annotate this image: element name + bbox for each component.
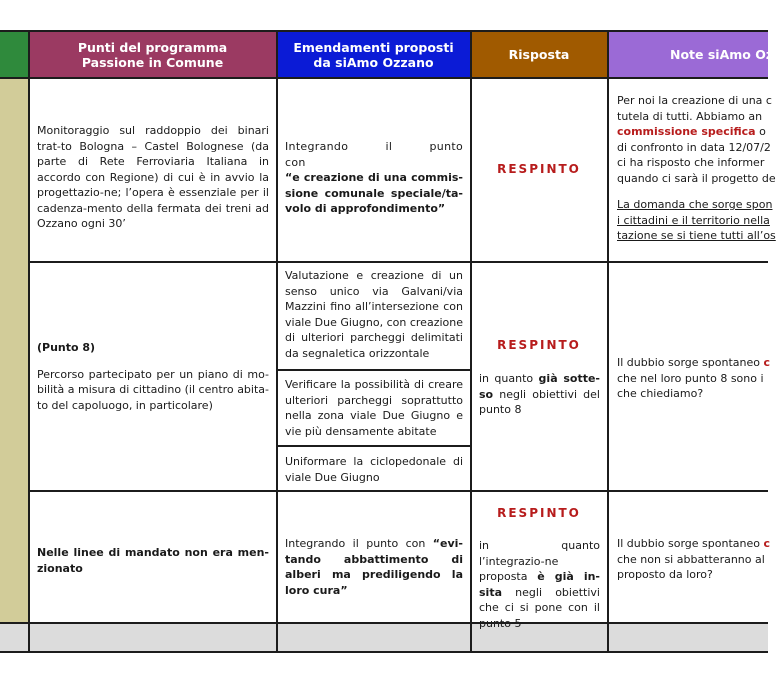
row1-note-u3: tazione se si tiene tutti all’os bbox=[617, 229, 776, 242]
row2-note-l1b: c bbox=[763, 356, 771, 369]
row3-emend-bold: “evi-tando abbattimento di alberi ma prediligendo la loro cura” bbox=[285, 537, 463, 597]
row1-note-u1: La domanda che sorge spon bbox=[617, 198, 773, 211]
row3-note-l2: che non si abbatteranno al bbox=[617, 552, 765, 566]
row1-emend-intro: Integrando il punto con bbox=[285, 140, 463, 169]
row3-emend-intro: Integrando il punto con bbox=[285, 537, 433, 550]
grid-vline-1 bbox=[28, 31, 30, 653]
grid-vline-2 bbox=[276, 31, 278, 653]
row3-motivo-1: in quanto l’integrazio-ne proposta bbox=[479, 539, 600, 583]
row2-note bbox=[617, 355, 771, 402]
row2-punto bbox=[37, 340, 269, 413]
header-risposta bbox=[471, 32, 607, 77]
row3-risposta: RESPINTO bbox=[497, 506, 581, 520]
side-column bbox=[0, 78, 29, 623]
header-side-cell bbox=[0, 32, 29, 77]
header-risposta-label: Risposta bbox=[508, 47, 570, 62]
header-programma-line2: Passione in Comune bbox=[81, 54, 224, 70]
row2-note-l3: che chiediamo? bbox=[617, 387, 704, 400]
row2-note-l2: che nel loro punto 8 sono i bbox=[617, 371, 764, 385]
row2-note-l1: Il dubbio sorge spontaneo bbox=[617, 356, 764, 369]
grid-line-bottom bbox=[0, 651, 768, 653]
row1-note-u2: i cittadini e il territorio nella bbox=[617, 213, 770, 227]
row3-motivo-2: negli obiettivi che ci si pone con il bbox=[479, 585, 600, 614]
row1-note-l3-wrap bbox=[617, 124, 768, 140]
row2-emend-a: Valutazione e creazione di un senso unico via Galvani/via Mazzini fino all’intersezione con viale Due Giugno, con creazione di ulteriori parcheggi delimitati da segnaletica orizzontale bbox=[285, 269, 463, 360]
grid-vline-3 bbox=[470, 31, 472, 653]
header-note bbox=[608, 32, 774, 77]
row2-motivo bbox=[479, 371, 600, 418]
row3-punto: Nelle linee di mandato non era men-zionato bbox=[37, 546, 269, 575]
row1-note-l5: ci ha risposto che informer bbox=[617, 156, 765, 169]
row1-note bbox=[617, 93, 776, 244]
row2-punto-title: (Punto 8) bbox=[37, 341, 96, 354]
row3-motivo-bold: è già in-sita bbox=[479, 570, 600, 599]
header-emendamenti bbox=[277, 32, 470, 77]
row1-note-l3b: o bbox=[755, 125, 766, 138]
grid-vline-4 bbox=[607, 31, 609, 653]
row3-note-l1b: c bbox=[763, 537, 771, 550]
row1-note-l2: tutela di tutti. Abbiamo an bbox=[617, 109, 763, 123]
row1-note-l1: Per noi la creazione di una c bbox=[617, 94, 772, 107]
row2-motivo-2: negli obiettivi del punto 8 bbox=[479, 387, 600, 416]
row3-emendamento bbox=[285, 536, 463, 598]
row1-note-l4: di confronto in data 12/07/2 bbox=[617, 140, 771, 154]
row1-emend-bold: “e creazione di una commis-sione comunale speciale/ta-volo di approfondimento” bbox=[285, 171, 463, 215]
row1-emendamento bbox=[285, 139, 463, 217]
row3-motivo bbox=[479, 538, 600, 631]
grid-line-row3 bbox=[0, 622, 768, 624]
row3-note-l1: Il dubbio sorge spontaneo bbox=[617, 537, 764, 550]
header-programma bbox=[29, 32, 276, 77]
row2-emend-c: Uniformare la ciclopedonale di viale Due Giugno bbox=[285, 455, 463, 484]
row2-emend-b: Verificare la possibilità di creare ulteriori parcheggi soprattutto nella zona viale Due Giugno e vie più densamente abitate bbox=[285, 378, 463, 438]
grid-line-row1 bbox=[29, 261, 768, 263]
row2-risposta: RESPINTO bbox=[497, 338, 581, 352]
header-note-label: Note siAmo Oz bbox=[670, 47, 774, 62]
header-emendamenti-line2: da siAmo Ozzano bbox=[313, 54, 434, 70]
row3-note bbox=[617, 536, 771, 583]
header-programma-line1: Punti del programma bbox=[77, 39, 228, 55]
grid-line-row2 bbox=[29, 490, 768, 492]
row2-motivo-1: in quanto bbox=[479, 372, 539, 385]
row2-punto-text: Percorso partecipato per un piano di mo-bilità a misura di cittadino (il centro abita-to del capoluogo, in particolare) bbox=[37, 367, 269, 412]
bottom-row bbox=[0, 624, 768, 652]
header-emendamenti-line1: Emendamenti proposti bbox=[293, 39, 454, 55]
row1-punto: Monitoraggio sul raddoppio dei binari trat-to Bologna – Castel Bolognese (da parte di Rete Ferroviaria Italiana in accordo con Regione) di cui è in avvio la progettazio-ne; l’opera è essenziale per il cadenza-mento della fermata dei treni ad Ozzano ogni 30’ bbox=[37, 124, 269, 230]
row1-note-l6: quando ci sarà il progetto de bbox=[617, 171, 776, 185]
grid-line-header bbox=[0, 77, 768, 79]
row1-risposta: RESPINTO bbox=[497, 162, 581, 176]
row2-motivo-bold: già sotte-so bbox=[479, 372, 600, 401]
grid-line-top bbox=[0, 30, 768, 32]
row3-note-l3: proposto da loro? bbox=[617, 568, 713, 581]
row1-note-l3: commissione specifica bbox=[617, 125, 756, 138]
